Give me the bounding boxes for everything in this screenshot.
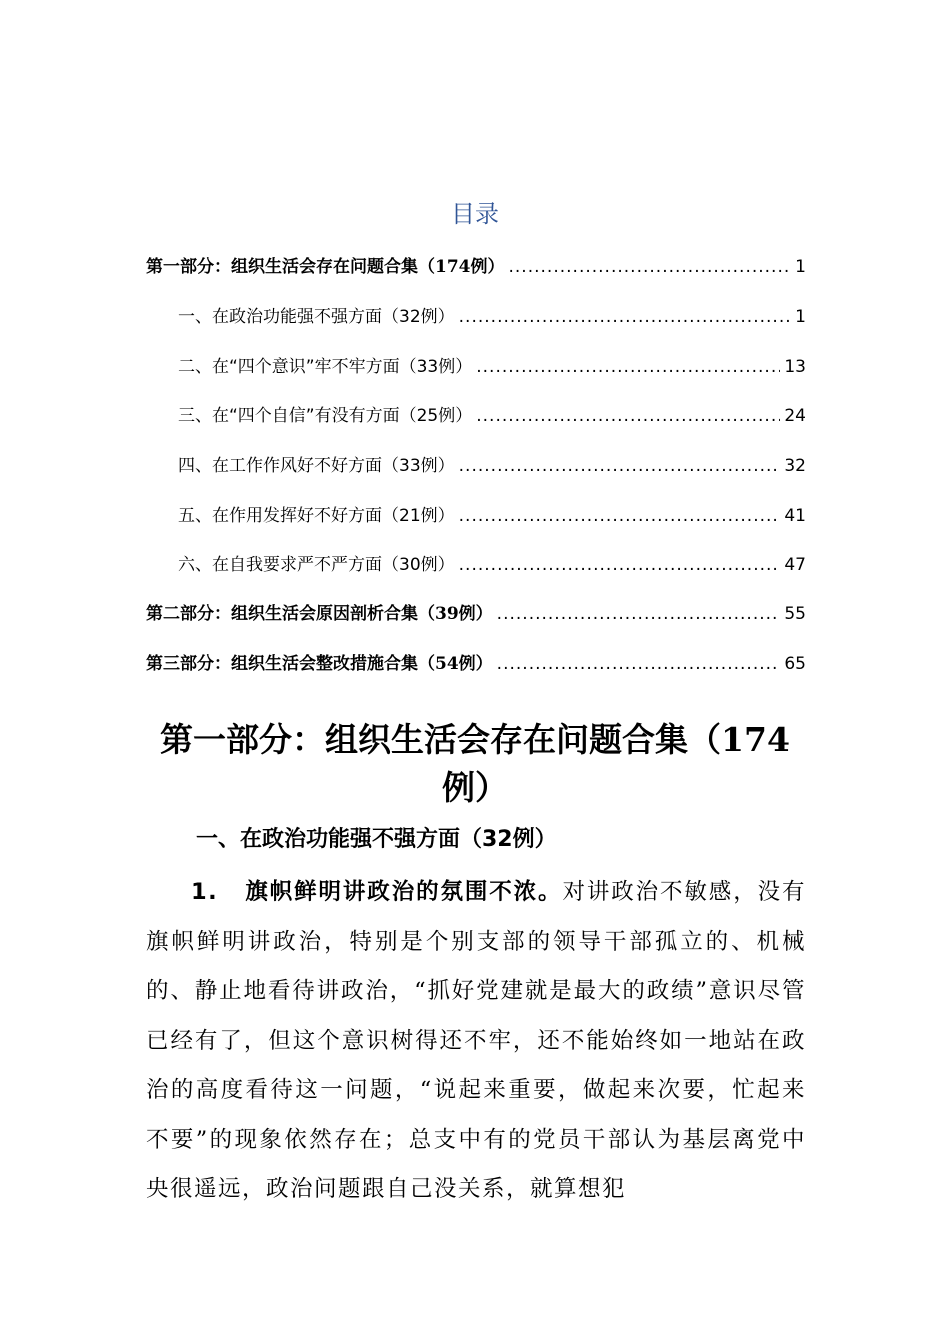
toc-leader-dots — [459, 502, 781, 530]
toc-page-number: 24 — [784, 406, 806, 426]
toc-page-number: 32 — [784, 456, 806, 476]
toc-entry-section-3[interactable] — [178, 402, 806, 430]
toc-leader-dots — [459, 452, 781, 480]
toc-entry-section-6[interactable] — [178, 551, 806, 579]
toc-entry-part-3[interactable] — [146, 650, 806, 678]
toc-entry-text: 第二部分：组织生活会原因剖析合集（39例） — [146, 604, 493, 624]
toc-entry-text: 第三部分：组织生活会整改措施合集（54例） — [146, 654, 493, 674]
toc-entry-section-4[interactable] — [178, 452, 806, 480]
toc-page-number: 1 — [795, 307, 806, 327]
toc-leader-dots — [476, 353, 780, 381]
toc-entry-text: 一、在政治功能强不强方面（32例） — [178, 307, 455, 327]
item-number: 1. — [191, 879, 219, 905]
toc-entry-text: 三、在“四个自信”有没有方面（25例） — [178, 406, 473, 426]
toc-page-number: 65 — [784, 654, 806, 674]
toc-entry-text: 四、在工作作风好不好方面（33例） — [178, 456, 455, 476]
toc-title: 目录 — [451, 200, 499, 228]
toc-entry-section-1[interactable] — [178, 303, 806, 331]
toc-leader-dots — [509, 253, 792, 281]
toc-entry-part-2[interactable] — [146, 600, 806, 628]
section-heading: 一、在政治功能强不强方面（32例） — [196, 827, 557, 852]
toc-page-number: 47 — [784, 555, 806, 575]
toc-page-number: 1 — [795, 257, 806, 277]
item-body: 对讲政治不敏感，没有旗帜鲜明讲政治，特别是个别支部的领导干部孤立的、机械的、静止地看待讲政治，“抓好党建就是最大的政绩”意识尽管已经有了，但这个意识树得还不牢，还不能始终如一地站在政治的高度看待这一问题，“说起来重要，做起来次要，忙起来不要”的现象依然存在；总支中有的党员干部认为基层离党中央很遥远，政治问题跟自己没关系，就算想犯 — [146, 879, 806, 1202]
toc-entry-text: 第一部分：组织生活会存在问题合集（174例） — [146, 257, 505, 277]
toc-page-number: 13 — [784, 357, 806, 377]
toc-leader-dots — [497, 600, 781, 628]
toc-entry-text: 二、在“四个意识”牢不牢方面（33例） — [178, 357, 473, 377]
toc-entry-text: 六、在自我要求严不严方面（30例） — [178, 555, 455, 575]
toc-entry-text: 五、在作用发挥好不好方面（21例） — [178, 506, 455, 526]
toc-entry-section-5[interactable] — [178, 502, 806, 530]
toc-entry-part-1[interactable] — [146, 253, 806, 281]
toc-leader-dots — [459, 551, 781, 579]
toc-entry-section-2[interactable] — [178, 353, 806, 381]
toc-leader-dots — [459, 303, 792, 331]
toc-page-number: 41 — [784, 506, 806, 526]
toc-leader-dots — [497, 650, 781, 678]
toc-page-number: 55 — [784, 604, 806, 624]
part-heading: 第一部分：组织生活会存在问题合集（174例） — [160, 720, 790, 807]
item-title: 旗帜鲜明讲政治的氛围不浓。 — [245, 879, 563, 905]
toc-leader-dots — [476, 402, 780, 430]
body-paragraph — [146, 868, 806, 1215]
